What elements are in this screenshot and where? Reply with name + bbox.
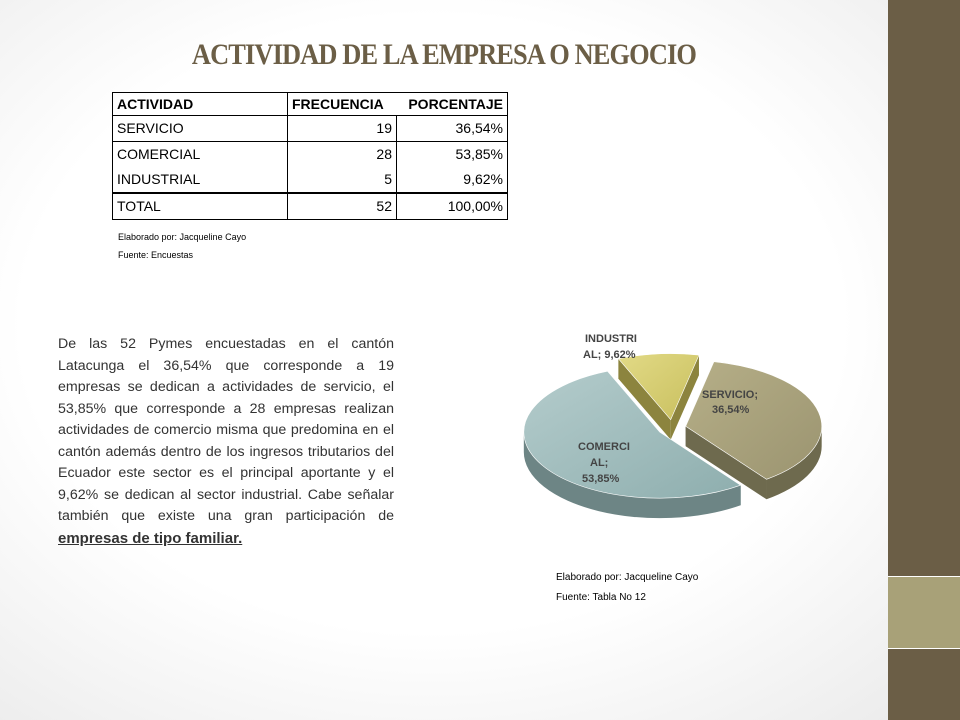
- table-total-row: [113, 193, 508, 220]
- total-frecuencia: 52: [288, 193, 397, 220]
- chart-elaborado-note: Elaborado por: Jacqueline Cayo: [556, 572, 699, 583]
- right-decorative-band: [888, 0, 960, 720]
- label-industrial-line2: AL; 9,62%: [583, 349, 636, 361]
- cell-frecuencia: 28: [288, 142, 397, 168]
- label-industrial-line1: INDUSTRI: [585, 333, 637, 345]
- label-comercial-line1: COMERCI: [578, 441, 630, 453]
- header-frecuencia: FRECUENCIA: [288, 93, 397, 116]
- cell-frecuencia: 5: [288, 167, 397, 193]
- cell-actividad: COMERCIAL: [113, 142, 288, 168]
- table-fuente-note: Fuente: Encuestas: [118, 250, 194, 260]
- activity-table: [112, 92, 508, 220]
- cell-frecuencia: 19: [288, 116, 397, 142]
- total-porcentaje: 100,00%: [397, 193, 508, 220]
- total-actividad: TOTAL: [113, 193, 288, 220]
- cell-porcentaje: 36,54%: [397, 116, 508, 142]
- band-divider-bottom: [888, 648, 960, 649]
- band-divider-top: [888, 576, 960, 577]
- pie-chart: [520, 310, 840, 540]
- cell-actividad: INDUSTRIAL: [113, 167, 288, 193]
- cell-porcentaje: 53,85%: [397, 142, 508, 168]
- band-accent-block: [888, 576, 960, 648]
- label-comercial-line3: 53,85%: [582, 473, 620, 485]
- description-paragraph: [58, 334, 394, 550]
- paragraph-text: De las 52 Pymes encuestadas en el cantón Latacunga el 36,54% que corresponde a 19 empresas se dedican a actividades de servicio, el 53,85% que corresponde a 28 empresas realizan actividades de comercio misma que predomina en el cantón además dentro de los ingresos tributarios del Ecuador este sector es el principal aportante y el 9,62% se dedican al sector industrial. Cabe señalar también que existe una gran participación de: [58, 336, 394, 524]
- table-header-row: [113, 93, 508, 116]
- label-comercial-line2: AL;: [590, 457, 609, 469]
- header-porcentaje: PORCENTAJE: [397, 93, 508, 116]
- label-servicio-line2: 36,54%: [712, 404, 750, 416]
- cell-actividad: SERVICIO: [113, 116, 288, 142]
- chart-fuente-note: Fuente: Tabla No 12: [556, 592, 646, 603]
- table-elaborado-note: Elaborado por: Jacqueline Cayo: [118, 232, 247, 242]
- table-row: [113, 167, 508, 193]
- table-row: [113, 116, 508, 142]
- slide-title: ACTIVIDAD DE LA EMPRESA O NEGOCIO: [191, 38, 697, 71]
- header-actividad: ACTIVIDAD: [113, 93, 288, 116]
- cell-porcentaje: 9,62%: [397, 167, 508, 193]
- label-servicio-line1: SERVICIO;: [702, 389, 759, 401]
- paragraph-emphasis: empresas de tipo familiar.: [58, 529, 243, 547]
- table-row: [113, 142, 508, 168]
